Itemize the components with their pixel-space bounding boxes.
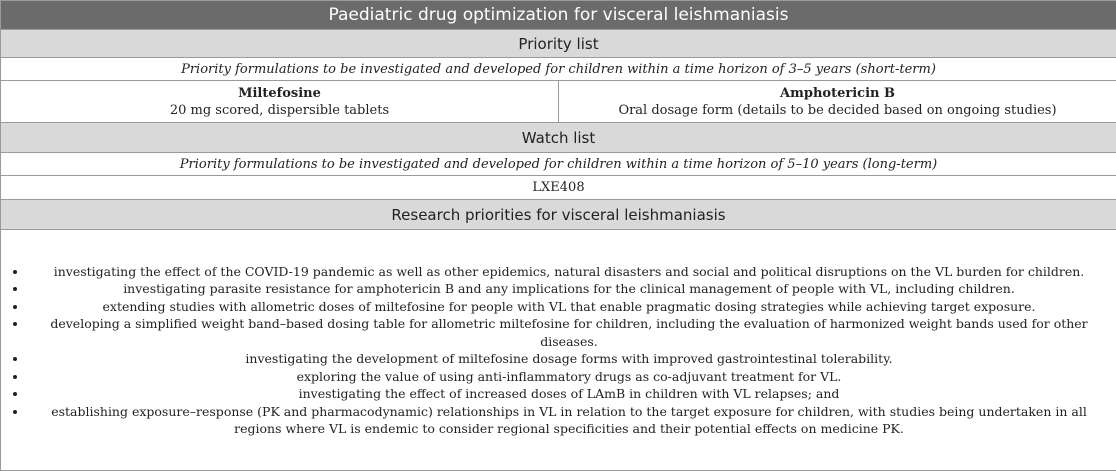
priority-list-heading: Priority list — [1, 30, 1116, 58]
drug-description: Oral dosage form (details to be decided based on ongoing studies) — [618, 102, 1057, 118]
drug-name: Miltefosine — [238, 85, 321, 101]
list-item: • investigating the development of miltefosine dosage forms with improved gastrointestinal tolerability. — [28, 350, 1110, 368]
watch-list-item: LXE408 — [1, 176, 1116, 200]
list-item: • investigating parasite resistance for amphotericin B and any implications for the clinical management of people with VL, including children. — [28, 280, 1110, 298]
priority-drug-cell — [559, 81, 1116, 123]
priority-drug-cell — [1, 81, 559, 123]
priority-list-note: Priority formulations to be investigated and developed for children within a time horizon of 3–5 years (short-term) — [1, 58, 1116, 81]
list-item: • investigating the effect of the COVID-19 pandemic as well as other epidemics, natural disasters and social and political disruptions on the VL burden for children. — [28, 263, 1110, 281]
drug-name: Amphotericin B — [780, 85, 895, 101]
list-item: • exploring the value of using anti-inflammatory drugs as co-adjuvant treatment for VL. — [28, 368, 1110, 386]
research-priorities-cell — [1, 230, 1116, 471]
watch-list-note: Priority formulations to be investigated and developed for children within a time horizon of 5–10 years (long-term) — [1, 153, 1116, 176]
list-item: • developing a simplified weight band–based dosing table for allometric miltefosine for children, including the evaluation of harmonized weight bands used for other diseases. — [28, 315, 1110, 350]
drug-description: 20 mg scored, dispersible tablets — [169, 102, 390, 118]
research-priorities-heading: Research priorities for visceral leishmaniasis — [1, 200, 1116, 230]
research-priorities-list — [7, 263, 1110, 438]
list-item: • extending studies with allometric doses of miltefosine for people with VL that enable pragmatic dosing strategies while achieving target exposure. — [28, 298, 1110, 316]
list-item: • establishing exposure–response (PK and pharmacodynamic) relationships in VL in relation to the target exposure for children, with studies being undertaken in all regions where VL is endemic to consider regional specificities and their potential effects on medicine PK. — [28, 403, 1110, 438]
list-item: • investigating the effect of increased doses of LAmB in children with VL relapses; and — [28, 385, 1110, 403]
table-title: Paediatric drug optimization for visceral leishmaniasis — [1, 1, 1116, 30]
watch-list-heading: Watch list — [1, 123, 1116, 153]
